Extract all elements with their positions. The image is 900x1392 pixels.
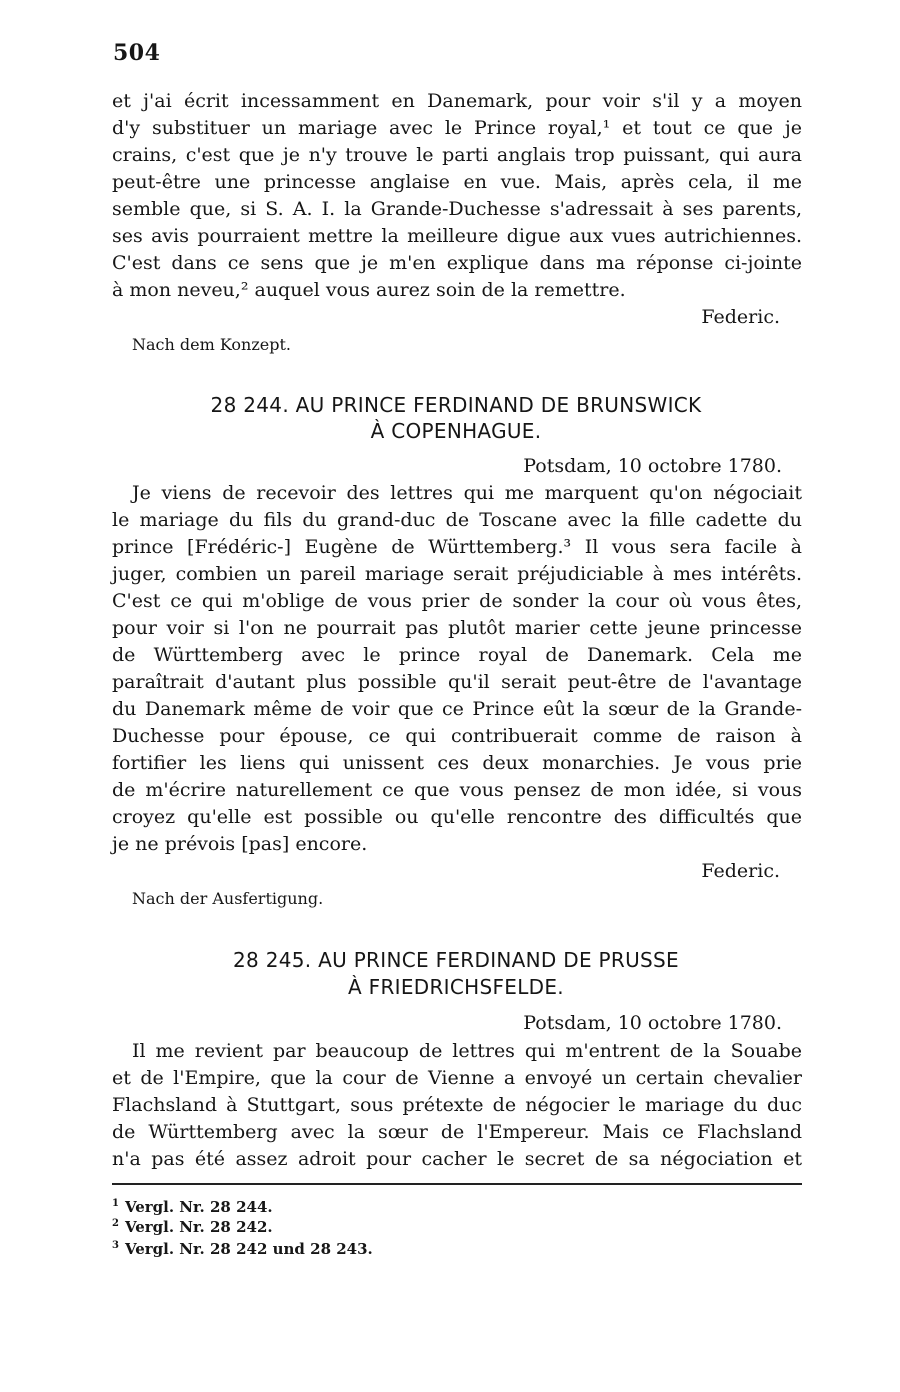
text-line: n'a pas été assez adroit pour cacher le secret de sa négociation et	[112, 1148, 802, 1170]
text-line: à mon neveu,² auquel vous aurez soin de la remettre.	[112, 279, 626, 301]
text-line: Il me revient par beaucoup de lettres qui m'entrent de la Souabe	[132, 1040, 802, 1062]
text-line: de Württemberg avec le prince royal de Danemark. Cela me	[112, 644, 802, 666]
page-number: 504	[113, 40, 161, 66]
letter-heading-place: À FRIEDRICHSFELDE.	[348, 975, 564, 999]
footnote-mark: 2	[112, 1218, 119, 1229]
letter-heading: 28 244. AU PRINCE FERDINAND DE BRUNSWICK	[210, 393, 702, 417]
source-note: Nach dem Konzept.	[132, 335, 291, 354]
footnote	[112, 1214, 273, 1237]
text-line: Je viens de recevoir des lettres qui me marquent qu'on négociait	[132, 482, 802, 504]
text-line: le mariage du fils du grand-duc de Toscane avec la fille cadette du	[112, 509, 802, 531]
dateline: Potsdam, 10 octobre 1780.	[523, 455, 782, 477]
footnote-text: Vergl. Nr. 28 242.	[124, 1218, 273, 1236]
text-line: d'y substituer un mariage avec le Prince royal,¹ et tout ce que je	[112, 117, 802, 139]
footnote	[112, 1236, 373, 1259]
source-note: Nach der Ausfertigung.	[132, 889, 324, 908]
text-line: Flachsland à Stuttgart, sous prétexte de négocier le mariage du duc	[112, 1094, 802, 1116]
footnote-mark: 3	[112, 1240, 119, 1251]
text-line: du Danemark même de voir que ce Prince eût la sœur de la Grande-	[112, 698, 802, 720]
text-line: semble que, si S. A. I. la Grande-Duchesse s'adressait à ses parents,	[112, 198, 802, 220]
text-line: je ne prévois [pas] encore.	[112, 833, 368, 855]
text-line: de m'écrire naturellement ce que vous pensez de mon idée, si vous	[112, 779, 802, 801]
text-line: C'est ce qui m'oblige de vous prier de sonder la cour où vous êtes,	[112, 590, 802, 612]
footnote-mark: 1	[112, 1198, 119, 1209]
text-line: peut-être une princesse anglaise en vue. Mais, après cela, il me	[112, 171, 802, 193]
letter-heading: 28 245. AU PRINCE FERDINAND DE PRUSSE	[233, 948, 679, 972]
text-line: juger, combien un pareil mariage serait préjudiciable à mes intérêts.	[112, 563, 802, 585]
footnote-text: Vergl. Nr. 28 242 und 28 243.	[124, 1240, 373, 1258]
text-line: croyez qu'elle est possible ou qu'elle rencontre des difficultés que	[112, 806, 802, 828]
text-line: et j'ai écrit incessamment en Danemark, pour voir s'il y a moyen	[112, 90, 802, 112]
signature: Federic.	[701, 306, 780, 328]
text-line: de Württemberg avec la sœur de l'Empereur. Mais ce Flachsland	[112, 1121, 802, 1143]
text-line: ses avis pourraient mettre la meilleure digue aux vues autrichiennes.	[112, 225, 802, 247]
text-line: et de l'Empire, que la cour de Vienne a envoyé un certain chevalier	[112, 1067, 802, 1089]
text-line: C'est dans ce sens que je m'en explique dans ma réponse ci-jointe	[112, 252, 802, 274]
text-line: pour voir si l'on ne pourrait pas plutôt marier cette jeune princesse	[112, 617, 802, 639]
letter-heading-place: À COPENHAGUE.	[370, 419, 542, 443]
dateline: Potsdam, 10 octobre 1780.	[523, 1012, 782, 1034]
footnote-text: Vergl. Nr. 28 244.	[124, 1198, 273, 1216]
text-line: prince [Frédéric-] Eugène de Württemberg.³ Il vous sera facile à	[112, 536, 802, 558]
footnote-divider	[112, 1183, 802, 1185]
text-line: Duchesse pour épouse, ce qui contribuerait comme de raison à	[112, 725, 802, 747]
signature: Federic.	[701, 860, 780, 882]
text-line: fortifier les liens qui unissent ces deux monarchies. Je vous prie	[112, 752, 802, 774]
text-line: crains, c'est que je n'y trouve le parti anglais trop puissant, qui aura	[112, 144, 802, 166]
text-line: paraîtrait d'autant plus possible qu'il serait peut-être de l'avantage	[112, 671, 802, 693]
